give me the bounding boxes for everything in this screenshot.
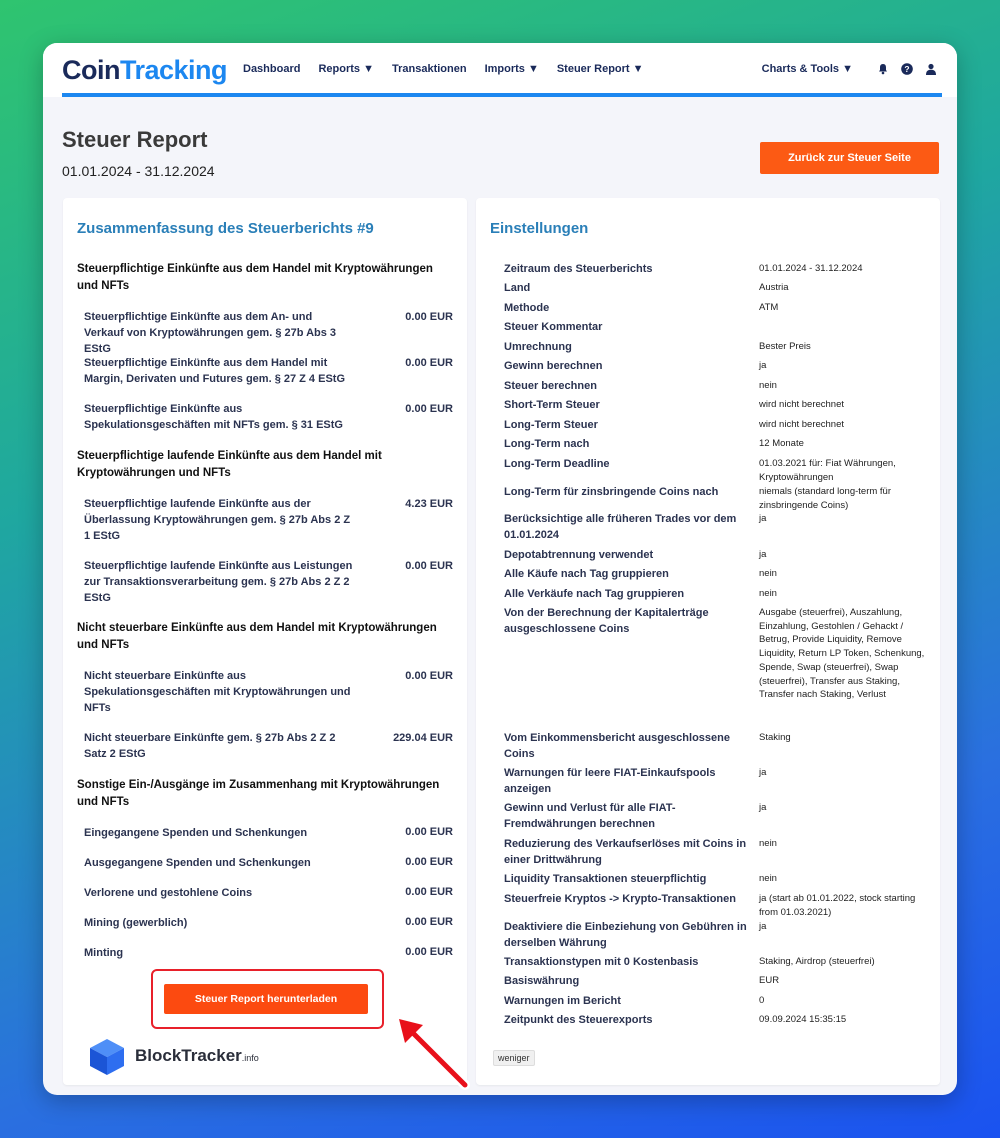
summary-row-value: 0.00 EUR — [405, 357, 453, 369]
summary-row-value: 0.00 EUR — [405, 856, 453, 868]
setting-value: 09.09.2024 15:35:15 — [759, 1014, 847, 1025]
setting-label: Gewinn berechnen — [504, 360, 603, 372]
blocktracker-suffix: .info — [241, 1053, 259, 1063]
setting-label: Warnungen im Bericht — [504, 995, 621, 1007]
setting-label: Umrechnung — [504, 341, 572, 353]
setting-value: ja (start ab 01.01.2022, stock starting from 01.03.2021) — [759, 893, 916, 918]
setting-value: Staking, Airdrop (steuerfrei) — [759, 956, 875, 967]
setting-label: Long-Term nach — [504, 438, 590, 450]
summary-row-value: 0.00 EUR — [405, 311, 453, 323]
nav-charts-tools[interactable]: Charts & Tools ▼ — [761, 63, 853, 75]
top-navbar — [43, 43, 957, 97]
summary-row-label: Eingegangene Spenden und Schenkungen — [84, 827, 308, 839]
setting-label: Alle Käufe nach Tag gruppieren — [504, 568, 669, 580]
setting-label: Transaktionstypen mit 0 Kostenbasis — [504, 956, 699, 968]
section-heading: Nicht steuerbare Einkünfte aus dem Handel mit Kryptowährungen und NFTs — [77, 622, 437, 651]
summary-row-value: 0.00 EUR — [405, 946, 453, 958]
setting-value: 12 Monate — [759, 438, 804, 449]
download-highlight-box — [151, 969, 384, 1029]
user-icon[interactable] — [925, 63, 937, 75]
main-nav — [243, 63, 662, 75]
app-window — [43, 43, 957, 1095]
nav-steuer-report[interactable]: Steuer Report ▼ — [556, 63, 644, 75]
section-heading: Steuerpflichtige Einkünfte aus dem Handel mit Kryptowährungen und NFTs — [77, 263, 433, 292]
summary-row-value: 0.00 EUR — [405, 560, 453, 572]
summary-row-value: 0.00 EUR — [405, 916, 453, 928]
show-less-button[interactable]: weniger — [493, 1050, 535, 1066]
setting-value: ja — [759, 549, 767, 560]
setting-value: EUR — [759, 975, 780, 986]
setting-value: nein — [759, 838, 777, 849]
bell-icon[interactable] — [877, 63, 889, 75]
summary-title: Zusammenfassung des Steuerberichts #9 — [77, 220, 374, 237]
setting-label: Zeitraum des Steuerberichts — [504, 263, 653, 275]
section-heading: Steuerpflichtige laufende Einkünfte aus dem Handel mit Kryptowährungen und NFTs — [77, 450, 382, 479]
back-to-tax-page-button[interactable]: Zurück zur Steuer Seite — [760, 142, 939, 174]
setting-label: Deaktiviere die Einbeziehung von Gebühren in derselben Währung — [504, 921, 747, 949]
setting-label: Steuerfreie Kryptos -> Krypto-Transaktionen — [504, 893, 736, 905]
nav-imports[interactable]: Imports ▼ — [484, 63, 539, 75]
summary-row-label: Steuerpflichtige Einkünfte aus dem Handel mit Margin, Derivaten und Futures gem. § 27 Z 4 EStG — [84, 357, 346, 385]
section-heading: Sonstige Ein-/Ausgänge im Zusammenhang mit Kryptowährungen und NFTs — [77, 779, 440, 808]
page-title: Steuer Report — [62, 127, 208, 152]
summary-row-value: 0.00 EUR — [405, 826, 453, 838]
blocktracker-text — [135, 1046, 259, 1066]
setting-value: Bester Preis — [759, 341, 811, 352]
setting-value: wird nicht berechnet — [759, 399, 845, 410]
summary-row-value: 0.00 EUR — [405, 886, 453, 898]
setting-label: Vom Einkommensbericht ausgeschlossene Coins — [504, 732, 730, 760]
setting-label: Reduzierung des Verkaufserlöses mit Coins in einer Drittwährung — [504, 838, 747, 866]
setting-value: ja — [759, 802, 767, 813]
setting-value: wird nicht berechnet — [759, 419, 845, 430]
summary-row-label: Steuerpflichtige laufende Einkünfte aus Leistungen zur Transaktionsverarbeitung gem. § 27b Abs 2 Z 2 EStG — [84, 560, 353, 604]
settings-card — [476, 198, 940, 1085]
setting-value: 01.01.2024 - 31.12.2024 — [759, 263, 863, 274]
page-date-range: 01.01.2024 - 31.12.2024 — [62, 163, 215, 179]
cube-logo-icon — [87, 1036, 127, 1076]
setting-value: Staking — [759, 732, 791, 743]
setting-label: Liquidity Transaktionen steuerpflichtig — [504, 873, 707, 885]
summary-row-label: Verlorene und gestohlene Coins — [84, 887, 253, 899]
svg-text:?: ? — [904, 64, 910, 74]
nav-accent-line — [62, 93, 942, 97]
setting-value: Ausgabe (steuerfrei), Auszahlung, Einzahlung, Gestohlen / Gehackt / Betrug, Provide Liquidity, Remove Liquidity, Return LP Token, Schenkung, Spende, Swap (steuerfrei), Swap (steuerfrei), Transfer aus Staking, Transfer nach Staking, Verlust — [759, 607, 925, 701]
setting-value: 0 — [759, 995, 765, 1006]
summary-row-label: Ausgegangene Spenden und Schenkungen — [84, 857, 311, 869]
setting-value: ATM — [759, 302, 779, 313]
setting-label: Short-Term Steuer — [504, 399, 600, 411]
setting-label: Methode — [504, 302, 550, 314]
setting-value: nein — [759, 588, 777, 599]
summary-row-value: 4.23 EUR — [405, 498, 453, 510]
setting-label: Basiswährung — [504, 975, 580, 987]
setting-label: Gewinn und Verlust für alle FIAT-Fremdwährungen berechnen — [504, 802, 676, 830]
setting-value: nein — [759, 568, 777, 579]
setting-label: Long-Term Steuer — [504, 419, 598, 431]
setting-label: Long-Term für zinsbringende Coins nach — [504, 486, 719, 498]
setting-value: ja — [759, 767, 767, 778]
setting-label: Steuer Kommentar — [504, 321, 603, 333]
nav-dashboard[interactable]: Dashboard — [243, 63, 301, 75]
summary-row-value: 0.00 EUR — [405, 670, 453, 682]
help-icon[interactable] — [901, 63, 913, 75]
setting-label: Long-Term Deadline — [504, 458, 610, 470]
nav-transaktionen[interactable]: Transaktionen — [391, 63, 467, 75]
setting-value: nein — [759, 873, 777, 884]
summary-row-label: Minting — [84, 947, 124, 959]
setting-value: 01.03.2021 für: Fiat Währungen, Kryptowährungen — [759, 458, 896, 483]
logo-part-coin: Coin — [62, 55, 120, 85]
setting-label: Zeitpunkt des Steuerexports — [504, 1014, 653, 1026]
download-report-button[interactable]: Steuer Report herunterladen — [164, 984, 368, 1014]
setting-label: Berücksichtige alle früheren Trades vor dem 01.01.2024 — [504, 513, 737, 541]
summary-row-value: 229.04 EUR — [393, 732, 453, 744]
summary-row-label: Steuerpflichtige laufende Einkünfte aus der Überlassung Kryptowährungen gem. § 27b Abs 2 Z 1 EStG — [84, 498, 351, 542]
setting-value: ja — [759, 513, 767, 524]
red-arrow-icon — [393, 1013, 473, 1093]
summary-row-label: Nicht steuerbare Einkünfte aus Spekulationsgeschäften mit Kryptowährungen und NFTs — [84, 670, 351, 714]
cointracking-logo[interactable] — [62, 55, 227, 86]
summary-row-label: Steuerpflichtige Einkünfte aus Spekulationsgeschäften mit NFTs gem. § 31 EStG — [84, 403, 343, 431]
summary-row-value: 0.00 EUR — [405, 403, 453, 415]
setting-label: Land — [504, 282, 531, 294]
summary-row-label: Mining (gewerblich) — [84, 917, 188, 929]
setting-label: Warnungen für leere FIAT-Einkaufspools anzeigen — [504, 767, 716, 795]
setting-label: Steuer berechnen — [504, 380, 597, 392]
setting-value: nein — [759, 380, 777, 391]
blocktracker-watermark — [87, 1036, 259, 1076]
nav-right — [762, 63, 937, 75]
logo-part-tracking: Tracking — [120, 55, 228, 85]
nav-reports[interactable]: Reports ▼ — [318, 63, 374, 75]
setting-value: ja — [759, 921, 767, 932]
setting-value: ja — [759, 360, 767, 371]
setting-label: Alle Verkäufe nach Tag gruppieren — [504, 588, 685, 600]
settings-title: Einstellungen — [490, 220, 589, 237]
summary-row-label: Steuerpflichtige Einkünfte aus dem An- und Verkauf von Kryptowährungen gem. § 27b Abs 3 EStG — [84, 311, 337, 355]
summary-card — [63, 198, 467, 1085]
summary-row-label: Nicht steuerbare Einkünfte gem. § 27b Abs 2 Z 2 Satz 2 EStG — [84, 732, 336, 760]
setting-label: Depotabtrennung verwendet — [504, 549, 654, 561]
blocktracker-name: BlockTracker — [135, 1046, 242, 1065]
setting-value: Austria — [759, 282, 789, 293]
setting-label: Von der Berechnung der Kapitalerträge ausgeschlossene Coins — [504, 607, 709, 635]
setting-value: niemals (standard long-term für zinsbringende Coins) — [759, 486, 891, 511]
